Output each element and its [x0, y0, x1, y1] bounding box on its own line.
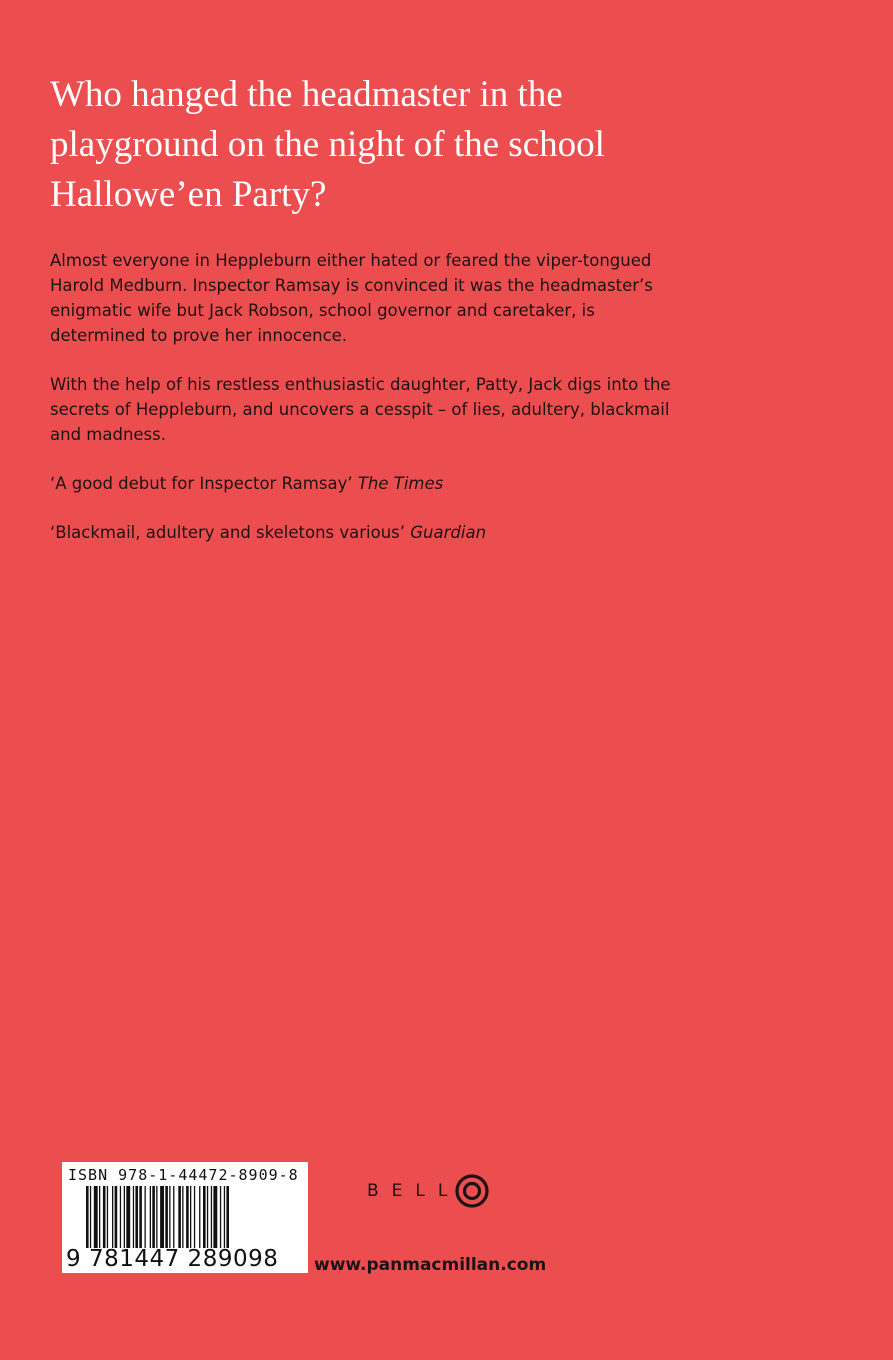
barcode-bar [150, 1186, 151, 1248]
barcode-bar [90, 1186, 91, 1248]
barcode-bar [182, 1186, 183, 1248]
barcode-bar [207, 1186, 208, 1248]
barcode-bar [139, 1186, 142, 1248]
review-quote-2 [50, 520, 690, 545]
barcode-bar [165, 1186, 168, 1248]
barcode-bar [173, 1186, 174, 1248]
barcode-bar [169, 1186, 170, 1248]
barcode-bar [107, 1186, 108, 1248]
barcode-bar [99, 1186, 100, 1248]
barcode-bar [224, 1186, 225, 1248]
isbn-label: ISBN 978-1-44472-8909-8 [68, 1166, 299, 1184]
headline: Who hanged the headmaster in the playground on the night of the school Hallowe’en Party? [50, 74, 605, 215]
barcode-bar [213, 1186, 217, 1248]
barcode-bar [220, 1186, 221, 1248]
barcode-bar [226, 1186, 229, 1248]
quote-text: ‘Blackmail, adultery and skeletons various’ [50, 523, 406, 542]
publisher-logo [367, 1173, 490, 1209]
barcode-bar [199, 1186, 200, 1248]
barcode-bars [86, 1186, 286, 1248]
publisher-logo-text: BELL [367, 1181, 461, 1201]
barcode-bar [112, 1186, 113, 1248]
blurb-paragraph-2: With the help of his restless enthusiastic daughter, Patty, Jack digs into the secrets of Heppleburn, and uncovers a cesspit – of lies, adultery, blackmail and madness. [50, 375, 671, 444]
bello-circle-icon [454, 1173, 490, 1209]
barcode-bar [152, 1186, 155, 1248]
barcode-bar [86, 1186, 89, 1248]
review-quote-1 [50, 471, 690, 496]
barcode-bar [190, 1186, 191, 1248]
barcode-bar [160, 1186, 164, 1248]
barcode-bar [145, 1186, 146, 1248]
barcode-bar [124, 1186, 125, 1248]
barcode-bar [194, 1186, 195, 1248]
barcode-bar [203, 1186, 206, 1248]
barcode-bar [133, 1186, 134, 1248]
barcode-bar [94, 1186, 98, 1248]
barcode-bar [211, 1186, 212, 1248]
barcode-bar [120, 1186, 121, 1248]
barcode [62, 1162, 308, 1273]
quote-source: The Times [357, 474, 444, 493]
barcode-bar [156, 1186, 157, 1248]
barcode-bar [186, 1186, 189, 1248]
blurb [50, 248, 690, 569]
barcode-bar [115, 1186, 118, 1248]
barcode-bar [135, 1186, 138, 1248]
barcode-bar [178, 1186, 181, 1248]
barcode-bar [126, 1186, 130, 1248]
barcode-bar [103, 1186, 106, 1248]
barcode-digits: 9 781447 289098 [66, 1246, 279, 1272]
publisher-website-link[interactable]: www.panmacmillan.com [314, 1255, 547, 1275]
blurb-paragraph-1: Almost everyone in Heppleburn either hated or feared the viper-tongued Harold Medburn. Inspector Ramsay is convinced it was the headmaster’s enigmatic wife but Jack Robson, school governor and caretaker, is determined to prove her innocence. [50, 251, 653, 345]
quote-text: ‘A good debut for Inspector Ramsay’ [50, 474, 353, 493]
quote-source: Guardian [410, 523, 487, 542]
